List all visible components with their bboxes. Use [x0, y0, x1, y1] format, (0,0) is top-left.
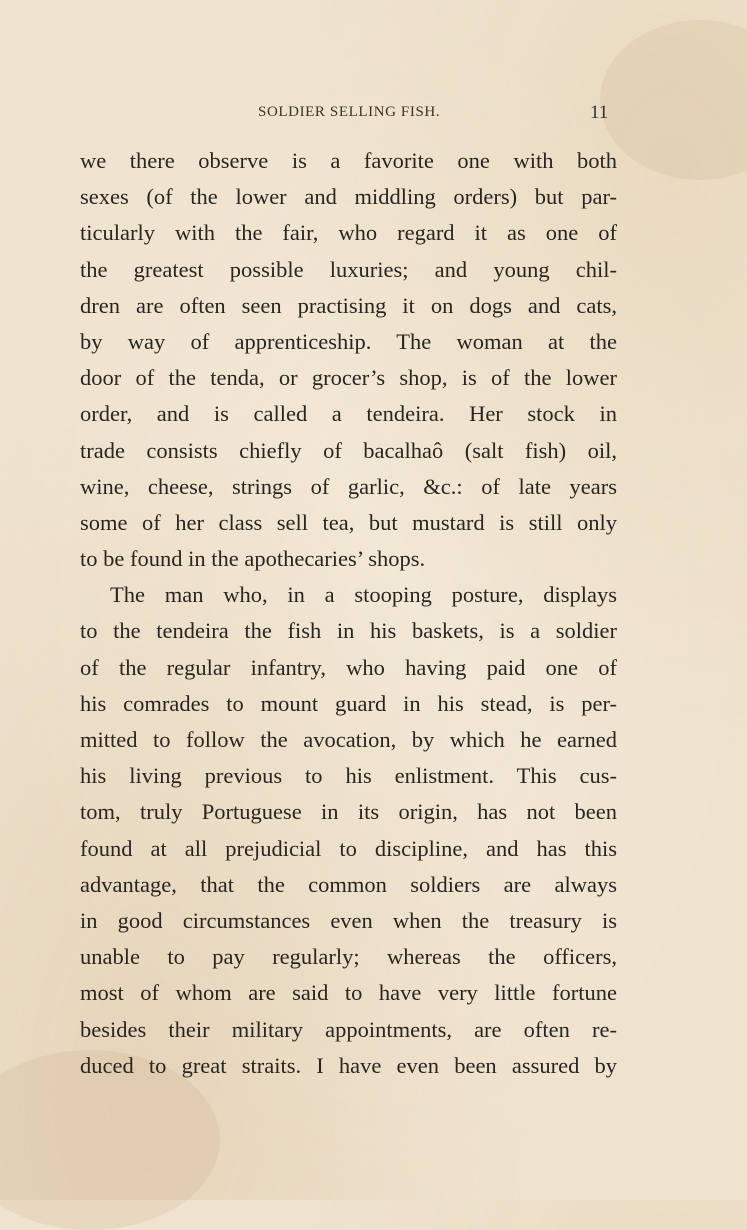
text-line: trade consists chiefly of bacalhaô (salt fish) oil, — [80, 437, 617, 463]
text-line: ticularly with the fair, who regard it as one of — [80, 220, 617, 246]
text-line: door of the tenda, or grocer’s shop, is of the lower — [80, 365, 617, 391]
text-line: his comrades to mount guard in his stead, is per- — [80, 690, 617, 716]
running-head — [0, 102, 747, 126]
text-line: to the tendeira the fish in his baskets, is a soldier — [80, 618, 617, 644]
page-number: 11 — [590, 102, 609, 123]
text-line: to be found in the apothecaries’ shops. — [80, 546, 426, 572]
text-line: tom, truly Portuguese in its origin, has not been — [80, 799, 617, 825]
text-line: most of whom are said to have very little fortune — [80, 980, 617, 1006]
paper-stain — [600, 20, 747, 180]
text-line: order, and is called a tendeira. Her stock in — [80, 401, 617, 427]
text-line: advantage, that the common soldiers are always — [80, 871, 617, 897]
text-line: of the regular infantry, who having paid one of — [80, 654, 617, 680]
text-line: sexes (of the lower and middling orders) but par- — [80, 184, 617, 210]
text-line: mitted to follow the avocation, by which he earned — [80, 727, 617, 752]
text-line: in good circumstances even when the treasury is — [80, 907, 617, 933]
text-line: dren are often seen practising it on dogs and cats, — [80, 292, 617, 318]
text-line: by way of apprenticeship. The woman at the — [80, 328, 617, 354]
body-text — [80, 143, 617, 1084]
text-line: some of her class sell tea, but mustard is still only — [80, 509, 617, 535]
text-line: besides their military appointments, are often re- — [80, 1016, 617, 1042]
text-line: unable to pay regularly; whereas the officers, — [80, 944, 617, 970]
text-line: wine, cheese, strings of garlic, &c.: of late years — [80, 473, 617, 499]
text-line: found at all prejudicial to discipline, and has this — [80, 835, 617, 861]
running-title: SOLDIER SELLING FISH. — [258, 104, 441, 120]
text-line: we there observe is a favorite one with both — [80, 148, 617, 173]
text-line: The man who, in a stooping posture, displays — [110, 582, 617, 608]
text-line: duced to great straits. I have even been assured by — [80, 1052, 617, 1078]
text-line: his living previous to his enlistment. This cus- — [80, 763, 617, 789]
text-line: the greatest possible luxuries; and young chil- — [80, 256, 617, 282]
